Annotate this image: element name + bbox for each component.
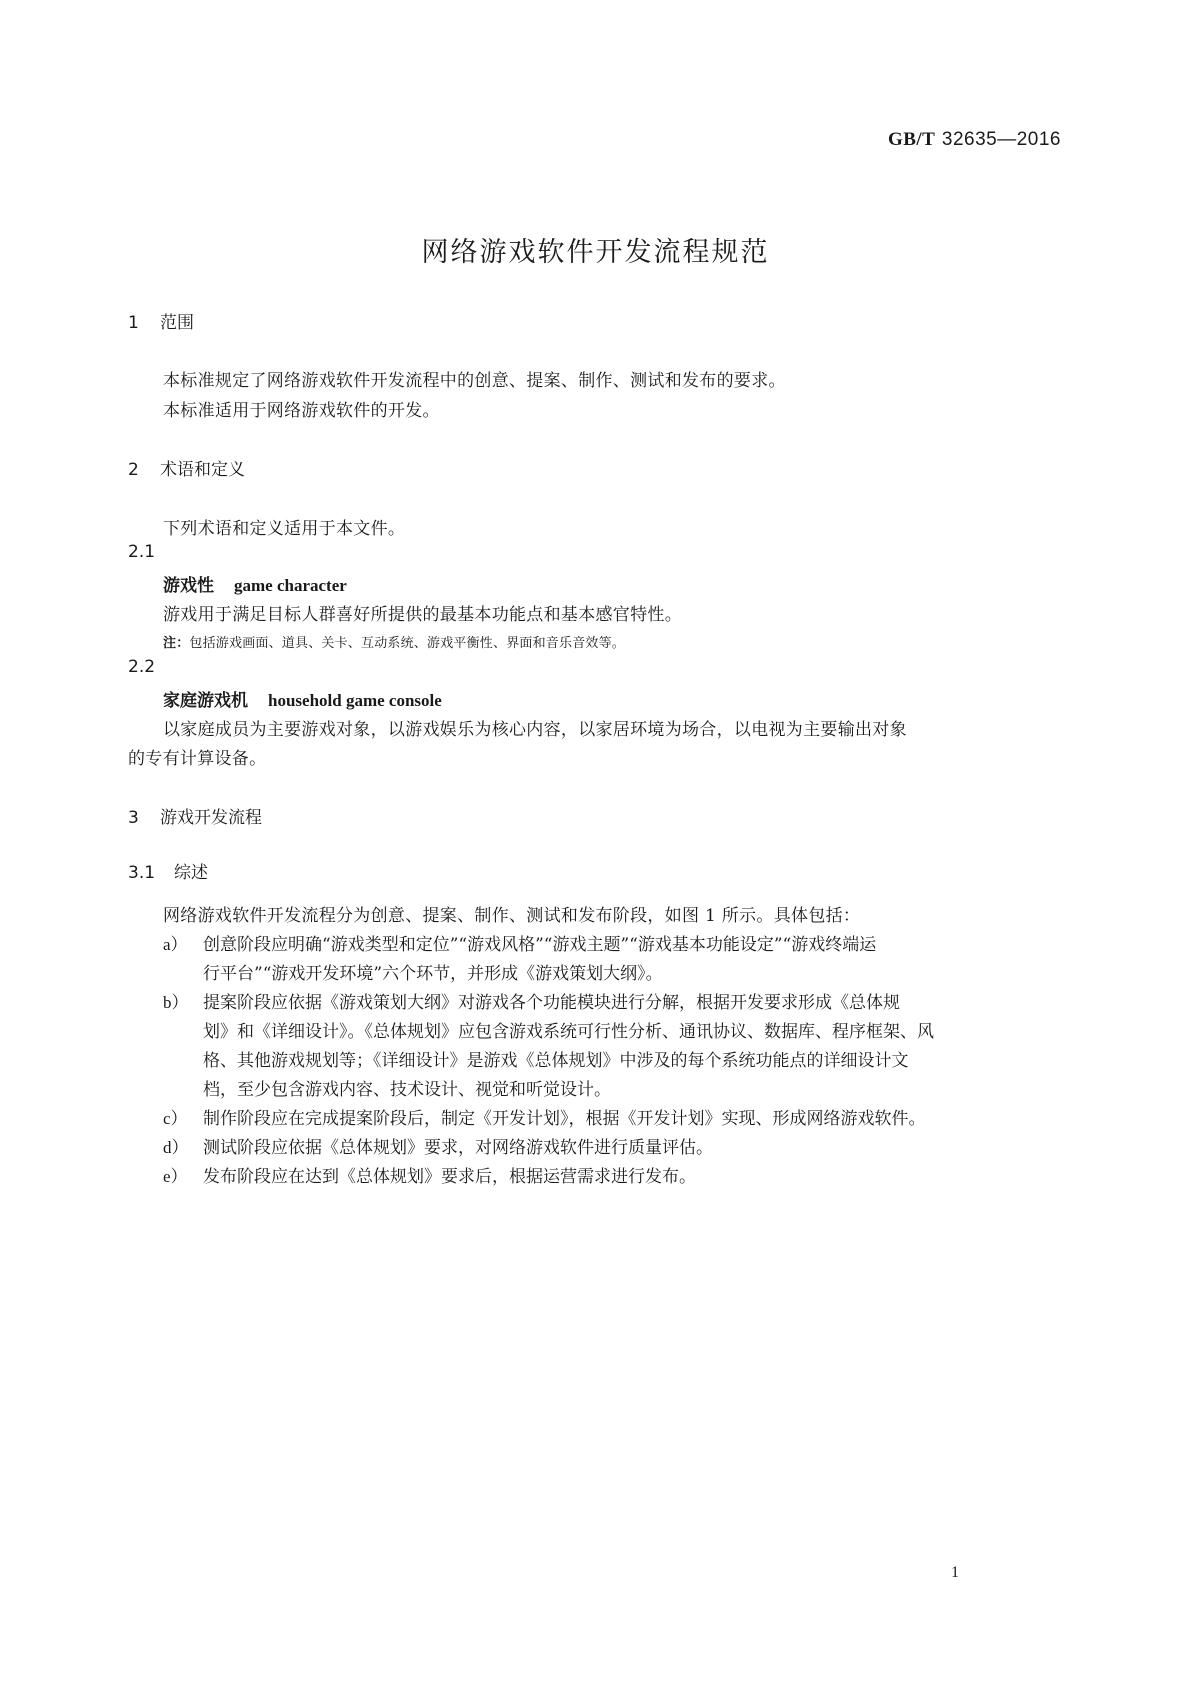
term-2-2-heading bbox=[163, 686, 442, 711]
term-2-2-definition-line-1: 以家庭成员为主要游戏对象，以游戏娱乐为核心内容，以家居环境为场合，以电视为主要输出对象 bbox=[163, 720, 907, 740]
list-item-line: 划》和《详细设计》。《总体规划》应包含游戏系统可行性分析、通讯协议、数据库、程序框架、风 bbox=[203, 1022, 934, 1042]
section-1-paragraph-2: 本标准适用于网络游戏软件的开发。 bbox=[163, 401, 440, 421]
term-2-2-number: 2.2 bbox=[128, 657, 156, 677]
section-3-heading bbox=[128, 803, 262, 828]
document-title: 网络游戏软件开发流程规范 bbox=[421, 237, 770, 268]
section-title: 术语和定义 bbox=[160, 460, 245, 480]
term-2-1-note bbox=[163, 632, 625, 651]
list-marker: a） bbox=[163, 935, 188, 954]
section-3-1-heading bbox=[128, 858, 208, 883]
standard-prefix: GB/T bbox=[887, 129, 936, 150]
term-2-2-cn: 家庭游戏机 bbox=[163, 691, 248, 711]
list-item-line: 行平台”“游戏开发环境”六个环节，并形成《游戏策划大纲》。 bbox=[203, 964, 663, 984]
section-2-heading bbox=[128, 455, 245, 480]
list-item-line: 档，至少包含游戏内容、技术设计、视觉和听觉设计。 bbox=[203, 1080, 611, 1100]
section-1-heading bbox=[128, 308, 194, 333]
standard-code bbox=[888, 128, 1061, 151]
list-item-line: 提案阶段应依据《游戏策划大纲》对游戏各个功能模块进行分解，根据开发要求形成《总体规 bbox=[203, 993, 900, 1013]
term-2-1-heading bbox=[163, 571, 347, 596]
section-title: 综述 bbox=[174, 863, 208, 883]
term-2-1-en: game character bbox=[234, 576, 347, 595]
list-item-line: 格、其他游戏规划等；《详细设计》是游戏《总体规划》中涉及的每个系统功能点的详细设计文 bbox=[203, 1051, 909, 1071]
section-number: 1 bbox=[128, 313, 139, 333]
section-number: 3.1 bbox=[128, 863, 156, 883]
list-marker: d） bbox=[163, 1138, 189, 1157]
page-number: 1 bbox=[951, 1564, 959, 1581]
standard-number: 32635—2016 bbox=[941, 129, 1061, 150]
list-item-line: 发布阶段应在达到《总体规划》要求后，根据运营需求进行发布。 bbox=[203, 1167, 696, 1187]
list-item-line: 制作阶段应在完成提案阶段后，制定《开发计划》，根据《开发计划》实现、形成网络游戏软件。 bbox=[203, 1109, 926, 1129]
note-text: 包括游戏画面、道具、关卡、互动系统、游戏平衡性、界面和音乐音效等。 bbox=[189, 636, 626, 651]
term-2-1-number: 2.1 bbox=[128, 542, 156, 562]
list-item-line: 创意阶段应明确“游戏类型和定位”“游戏风格”“游戏主题”“游戏基本功能设定”“游戏终端运 bbox=[203, 935, 877, 955]
list-marker: b） bbox=[163, 993, 189, 1012]
term-2-1-cn: 游戏性 bbox=[163, 576, 214, 596]
term-2-2-en: household game console bbox=[268, 691, 442, 710]
section-3-1-intro: 网络游戏软件开发流程分为创意、提案、制作、测试和发布阶段，如图 1 所示。具体包括： bbox=[163, 906, 861, 926]
section-number: 2 bbox=[128, 460, 139, 480]
section-title: 范围 bbox=[160, 313, 194, 333]
term-2-2-definition-line-2: 的专有计算设备。 bbox=[128, 749, 267, 769]
section-1-paragraph-1: 本标准规定了网络游戏软件开发流程中的创意、提案、制作、测试和发布的要求。 bbox=[163, 371, 786, 391]
list-marker: e） bbox=[163, 1167, 188, 1186]
list-marker: c） bbox=[163, 1109, 188, 1128]
section-number: 3 bbox=[128, 808, 139, 828]
section-2-intro: 下列术语和定义适用于本文件。 bbox=[163, 519, 406, 539]
note-label: 注： bbox=[163, 636, 190, 651]
term-2-1-definition: 游戏用于满足目标人群喜好所提供的最基本功能点和基本感官特性。 bbox=[163, 605, 682, 625]
section-title: 游戏开发流程 bbox=[160, 808, 262, 828]
list-item-line: 测试阶段应依据《总体规划》要求，对网络游戏软件进行质量评估。 bbox=[203, 1138, 713, 1158]
